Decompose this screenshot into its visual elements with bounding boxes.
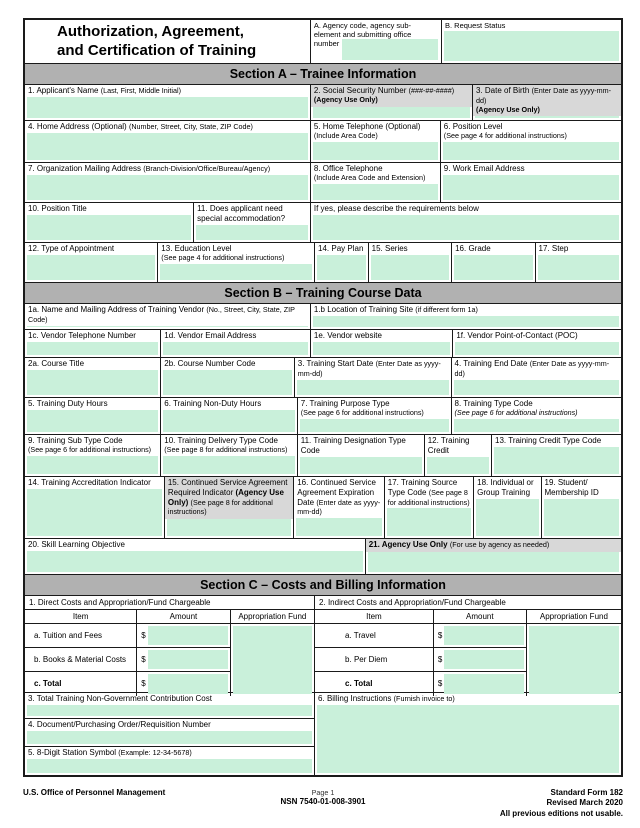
field-b7-training-purpose-type: 7. Training Purpose Type (See page 6 for additional instructions) [297,398,451,434]
vendor-website-input[interactable] [313,342,450,355]
section-b-row-5 [25,435,621,477]
section-a-row-1 [25,85,621,121]
field-a7-org-mailing-address: 7. Organization Mailing Address (Branch-Division/Office/Bureau/Agency) [25,163,310,202]
field-b11-training-designation-type-code: 11. Training Designation Type Code [297,435,424,476]
field-a10-position-title: 10. Position Title [25,203,193,242]
footer-note: All previous editions not usable. [499,808,623,818]
box-request-status [441,20,621,63]
footer-revision: Revised March 2020 [546,798,623,808]
section-a-header: Section A – Trainee Information [25,64,621,85]
training-credit-input[interactable] [427,457,489,475]
field-b1a-vendor-name-address: 1a. Name and Mailing Address of Training Vendor (No., Street, City, State, ZIP Code) [25,304,310,329]
field-b3-training-start-date: 3. Training Start Date (Enter Date as yyyy-mm-dd) [294,358,451,397]
direct-amount-header: Amount [137,610,229,624]
field-a13-education-level: 13. Education Level (See page 4 for additional instructions) [157,243,314,282]
training-designation-type-code-input[interactable] [300,457,422,475]
series-input[interactable] [371,255,449,280]
request-status-input[interactable] [444,31,619,61]
travel-amount-input[interactable] [444,626,524,645]
page-footer [23,788,623,819]
student-membership-id-input[interactable] [544,499,619,537]
form-header [25,20,621,64]
form-title-line2: and Certification of Training [57,41,257,59]
station-symbol-input[interactable] [27,759,312,773]
training-end-date-input[interactable] [454,380,619,395]
home-address-input[interactable] [27,133,308,160]
direct-fund-column [230,610,314,696]
field-a17-step: 17. Step [535,243,621,282]
section-a-row-2 [25,121,621,163]
indirect-costs-title: 2. Indirect Costs and Appropriation/Fund Chargeable [315,596,621,610]
special-accommodation-input[interactable] [196,225,308,241]
field-b13-training-credit-type-code: 13. Training Credit Type Code [491,435,621,476]
section-c-bottom [25,693,621,775]
csa-required-indicator-input[interactable] [167,519,291,536]
training-type-code-input[interactable] [454,419,619,432]
section-b-row-6 [25,477,621,539]
field-a16-grade: 16. Grade [451,243,534,282]
section-b-header: Section B – Training Course Data [25,283,621,304]
field-c6-billing-instructions: 6. Billing Instructions (Furnish invoice to) [314,693,621,775]
training-credit-type-code-input[interactable] [494,447,619,474]
position-level-input[interactable] [443,142,619,160]
field-a4-home-address: 4. Home Address (Optional) (Number, Street, City, State, ZIP Code) [25,121,310,162]
direct-costs-table [25,596,314,692]
field-b8-training-type-code: 8. Training Type Code (See page 6 for additional instructions) [451,398,621,434]
form-body [23,18,623,777]
dollar-sign: $ [437,679,443,688]
billing-instructions-input[interactable] [317,705,619,773]
field-b1f-vendor-poc: 1f. Vendor Point-of-Contact (POC) [452,330,621,357]
training-site-location-input[interactable] [313,316,619,327]
section-b-row-2 [25,330,621,358]
field-c4-purchase-order-number: 4. Document/Purchasing Order/Requisition Number [25,719,314,747]
type-of-appointment-input[interactable] [27,255,155,280]
direct-item-header: Item [25,610,136,624]
csa-expiration-date-input[interactable] [296,518,382,536]
field-a8-office-telephone: 8. Office Telephone (Include Area Code and Extension) [310,163,440,202]
field-b10-training-delivery-type-code: 10. Training Delivery Type Code (See page 8 for additional instructions) [160,435,296,476]
section-b-row-3 [25,358,621,398]
field-a3-date-of-birth: 3. Date of Birth (Enter Date as yyyy-mm-dd) (Agency Use Only) [472,85,621,120]
box-agency-code [310,20,441,63]
direct-amount-column [136,610,229,696]
books-amount-input[interactable] [148,650,228,669]
direct-item-column [25,610,136,696]
field-b17-training-source-type-code: 17. Training Source Type Code (See page 8 for additional instructions) [384,477,473,538]
footer-center [224,788,422,806]
field-b1b-training-site-location: 1.b Location of Training Site (if different form 1a) [310,304,621,329]
training-sub-type-code-input[interactable] [27,456,158,474]
section-b-row-7 [25,539,621,575]
home-telephone-input[interactable] [313,142,438,160]
footer-form-info [425,788,623,819]
indirect-item-header: Item [315,610,433,624]
section-c-cost-tables [25,596,621,693]
course-title-input[interactable] [27,370,158,395]
field-b4-training-end-date: 4. Training End Date (Enter Date as yyyy-mm-dd) [451,358,621,397]
field-b1c-vendor-telephone: 1c. Vendor Telephone Number [25,330,160,357]
accommodation-description-input[interactable] [313,215,619,240]
direct-appropriation-fund-input[interactable] [233,626,312,694]
field-b2b-course-number-code: 2b. Course Number Code [160,358,294,397]
work-email-input[interactable] [443,175,619,200]
dollar-sign: $ [141,679,146,688]
tuition-amount-input[interactable] [148,626,228,645]
dollar-sign: $ [141,655,146,664]
training-accreditation-indicator-input[interactable] [27,489,162,536]
applicant-name-input[interactable] [27,97,308,118]
field-a9-work-email: 9. Work Email Address [440,163,621,202]
section-c-header: Section C – Costs and Billing Information [25,575,621,596]
org-mailing-address-input[interactable] [27,175,308,200]
section-a-row-5 [25,243,621,283]
section-a-row-3 [25,163,621,203]
footer-form-number: Standard Form 182 [550,788,623,797]
footer-page-number: Page 1 [311,788,335,797]
field-b1e-vendor-website: 1e. Vendor website [310,330,452,357]
section-b-row-4 [25,398,621,435]
indirect-costs-table [314,596,621,692]
field-b18-individual-or-group: 18. Individual or Group Training [473,477,540,538]
field-b19-student-membership-id: 19. Student/ Membership ID [541,477,621,538]
footer-agency: U.S. Office of Personnel Management [23,788,166,797]
field-b15-csa-required-indicator: 15. Continued Service Agreement Required Indicator (Agency Use Only) (See page 8 for additional instructions) [164,477,293,538]
per-diem-amount-input[interactable] [444,650,524,669]
field-a11b-if-yes-describe: If yes, please describe the requirements below [310,203,621,242]
office-telephone-input[interactable] [313,184,438,200]
pay-plan-input[interactable] [317,255,366,280]
indirect-amount-column [433,610,526,696]
field-c5-station-symbol: 5. 8-Digit Station Symbol (Example: 12-34-5678) [25,747,314,775]
field-b12-training-credit: 12. Training Credit [424,435,491,476]
field-a14-pay-plan: 14. Pay Plan [314,243,368,282]
date-of-birth-input[interactable] [475,116,619,118]
training-start-date-input[interactable] [297,380,449,395]
indirect-row-travel-label: a. Travel [315,624,433,648]
direct-costs-title: 1. Direct Costs and Appropriation/Fund Chargeable [25,596,314,610]
vendor-poc-input[interactable] [455,342,619,355]
direct-row-books-label: b. Books & Material Costs [25,648,136,672]
field-b2a-course-title: 2a. Course Title [25,358,160,397]
training-delivery-type-code-input[interactable] [163,456,294,474]
dollar-sign: $ [437,655,443,664]
field-b14-training-accreditation-indicator: 14. Training Accreditation Indicator [25,477,164,538]
request-status-label: B. Request Status [444,21,506,30]
field-b1d-vendor-email: 1d. Vendor Email Address [160,330,310,357]
indirect-row-per-diem-label: b. Per Diem [315,648,433,672]
field-a11-special-accommodation: 11. Does applicant need special accommodation? [193,203,310,242]
direct-total-amount-input[interactable] [148,674,228,694]
field-a1-applicant-name: 1. Applicant's Name (Last, First, Middle Initial) [25,85,310,120]
vendor-telephone-input[interactable] [27,342,158,355]
field-a12-type-of-appointment: 12. Type of Appointment [25,243,157,282]
agency-use-only-input[interactable] [368,552,619,572]
indirect-appropriation-fund-input[interactable] [529,626,619,694]
grade-input[interactable] [454,255,532,280]
training-purpose-type-input[interactable] [300,419,449,432]
indirect-total-amount-input[interactable] [444,674,524,694]
education-level-input[interactable] [160,264,312,280]
field-a2-ssn: 2. Social Security Number (###-##-####) (Agency Use Only) [310,85,472,120]
field-b6-training-non-duty-hours: 6. Training Non-Duty Hours [160,398,296,434]
indirect-row-total-label: c. Total [345,679,373,688]
form-title [25,20,310,63]
field-b16-csa-expiration-date: 16. Continued Service Agreement Expiration Date (Enter date as yyyy-mm-dd) [293,477,384,538]
indirect-fund-column [526,610,621,696]
direct-fund-header: Appropriation Fund [231,610,314,624]
skill-learning-objective-input[interactable] [27,551,363,572]
direct-row-total-label: c. Total [34,679,62,688]
field-c3-non-government-contribution: 3. Total Training Non-Government Contribution Cost [25,693,314,719]
individual-or-group-input[interactable] [476,499,538,537]
field-b20-skill-learning-objective: 20. Skill Learning Objective [25,539,365,574]
dollar-sign: $ [141,631,146,640]
training-duty-hours-input[interactable] [27,410,158,432]
form-title-line1: Authorization, Agreement, [57,22,244,40]
direct-row-tuition-label: a. Tuition and Fees [25,624,136,648]
position-title-input[interactable] [27,215,191,240]
indirect-amount-header: Amount [434,610,526,624]
ssn-input[interactable] [313,107,470,118]
field-a15-series: 15. Series [368,243,451,282]
indirect-fund-header: Appropriation Fund [527,610,621,624]
purchase-order-number-input[interactable] [27,731,312,744]
step-input[interactable] [538,255,619,280]
section-b-row-1 [25,304,621,330]
course-number-code-input[interactable] [163,370,292,395]
training-non-duty-hours-input[interactable] [163,410,294,432]
field-a5-home-telephone: 5. Home Telephone (Optional) (Include Area Code) [310,121,440,162]
field-b9-training-sub-type-code: 9. Training Sub Type Code (See page 6 for additional instructions) [25,435,160,476]
non-government-contribution-input[interactable] [27,705,312,716]
vendor-email-input[interactable] [163,342,308,355]
training-source-type-code-input[interactable] [387,508,471,536]
section-c-bottom-left [25,693,314,775]
field-b21-agency-use-only: 21. Agency Use Only (For use by agency as needed) [365,539,621,574]
dollar-sign: $ [437,631,443,640]
indirect-item-column [315,610,433,696]
footer-nsn: NSN 7540-01-008-3901 [280,797,366,806]
agency-code-label: A. Agency code, agency sub-element and submitting office number [313,21,412,49]
section-a-row-4 [25,203,621,243]
agency-code-input[interactable] [342,39,438,60]
field-b5-training-duty-hours: 5. Training Duty Hours [25,398,160,434]
field-a6-position-level: 6. Position Level (See page 4 for additional instructions) [440,121,621,162]
vendor-name-address-input[interactable] [27,326,308,327]
